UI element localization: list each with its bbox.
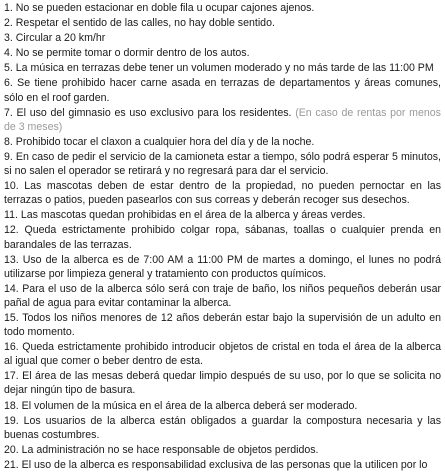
rule-1 [4,1,441,15]
rule-11 [4,208,441,222]
rule-12-text: 12. Queda estrictamente prohibido colgar ropa, sábanas, toallas o cualquier prenda en barandales de las terrazas. [4,224,441,251]
rule-2-text: 2. Respetar el sentido de las calles, no hay doble sentido. [4,17,275,30]
rule-17-text: 17. El área de las mesas deberá quedar limpio después de su uso, por lo que se solicita no dejar ningún tipo de basura. [4,370,441,397]
rule-5-text: 5. La música en terrazas debe tener un volumen moderado y no más tarde de las 11:00 PM [4,62,434,75]
rule-9-text: 9. En caso de pedir el servicio de la camioneta estar a tiempo, sólo podrá esperar 5 minutos, si no salen el operador se retirará y no regresará para dar el servicio. [4,150,441,178]
rule-4-text: 4. No se permite tomar o dormir dentro de los autos. [4,47,250,60]
rule-16 [4,340,441,368]
rule-13 [4,253,441,281]
rule-11-text: 11. Las mascotas quedan prohibidas en el área de la alberca y áreas verdes. [4,209,366,222]
rule-5 [4,61,441,75]
rule-18 [4,399,441,413]
rule-15-text: 15. Todos los niños menores de 12 años deberán estar bajo la supervisión de un adulto en todo momento. [4,311,441,339]
rule-8-text: 8. Prohibido tocar el claxon a cualquier hora del día y de la noche. [4,135,315,148]
rule-12 [4,223,441,251]
rule-8 [4,135,441,149]
rule-7-note: (En caso de rentas por menos de 3 meses) [4,106,441,133]
rule-15 [4,311,441,339]
rule-20-text: 20. La administración no se hace responsable de objetos perdidos. [4,443,319,456]
rule-10-text: 10. Las mascotas deben de estar dentro de la propiedad, no pueden pernoctar en las terrazas o patios, pueden pasearlos con sus correas y deberán recoger sus desechos. [4,180,441,207]
rule-20 [4,443,441,457]
rule-19 [4,414,441,442]
rule-21 [4,458,441,472]
rule-7-text: 7. El uso del gimnasio es uso exclusivo para los residentes. [4,106,292,119]
rule-3-text: 3. Circular a 20 km/hr [4,32,106,45]
rule-9 [4,150,441,178]
rule-1-text: 1. No se pueden estacionar en doble fila u ocupar cajones ajenos. [4,2,315,14]
rule-4 [4,46,441,60]
rule-18-text: 18. El volumen de la música en el área de la alberca deberá ser moderado. [4,399,358,412]
rule-2 [4,16,441,30]
rule-19-text: 19. Los usuarios de la alberca están obligados a guardar la compostura necesaria y las buenas costumbres. [4,414,441,441]
rule-13-text: 13. Uso de la alberca es de 7:00 AM a 11:00 PM de martes a domingo, el lunes no podrá utilizarse por limpieza general y tratamiento con productos químicos. [4,253,441,280]
rule-14-text: 14. Para el uso de la alberca sólo será con traje de baño, los niños pequeños deberán usar pañal de agua para evitar contaminar la alberca. [4,282,441,309]
rule-16-text: 16. Queda estrictamente prohibido introducir objetos de cristal en toda el área de la alberca al igual que comer o beber dentro de esta. [4,341,441,368]
rule-3 [4,31,441,45]
rule-17 [4,369,441,397]
rule-6 [4,76,441,104]
rule-7 [4,106,441,134]
rule-14 [4,282,441,310]
rule-10 [4,179,441,207]
rule-6-text: 6. Se tiene prohibido hacer carne asada en terrazas de departamentos y áreas comunes, sólo en el roof garden. [4,77,441,104]
rule-21-text: 21. El uso de la alberca es responsabilidad exclusiva de las personas que la utilicen por lo [4,458,428,471]
